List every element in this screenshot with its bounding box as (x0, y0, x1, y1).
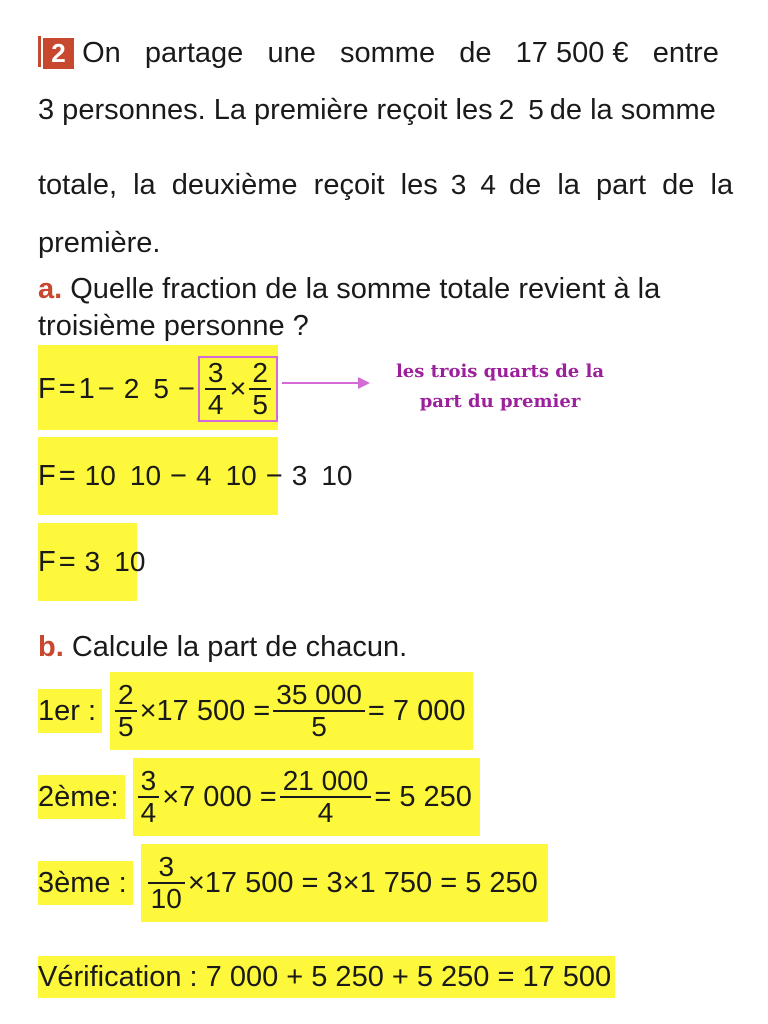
equation-1 (38, 350, 278, 428)
numerator: 10 (84, 459, 116, 491)
exercise-line-1 (38, 36, 719, 70)
exercise-line-4: première. (38, 227, 161, 259)
denominator: 10 (321, 459, 353, 491)
fraction-ten-tenths (82, 460, 164, 493)
denominator: 4 (207, 389, 224, 420)
fraction-three-tenths (82, 546, 149, 579)
share-third-result: ×17 500 = 3×1 750 = 5 250 (187, 866, 538, 899)
exercise-text-line-3b: de la part de la (508, 168, 734, 201)
share-second-calc (133, 758, 480, 836)
numerator: 3 (84, 545, 101, 577)
question-b-text: Calcule la part de chacun. (71, 631, 408, 663)
annotation-line-2: part du premier (419, 391, 581, 412)
question-a-text-1: Quelle fraction de la somme totale revient à la (70, 273, 661, 305)
numerator: 3 (450, 168, 467, 200)
exercise-number: 2 (43, 38, 74, 69)
numerator: 21 000 (282, 765, 369, 796)
numerator: 3 (158, 851, 175, 882)
share-second-row (38, 760, 480, 834)
denominator: 10 (225, 459, 257, 491)
numerator: 2 (498, 93, 515, 125)
arrow-head (358, 377, 370, 389)
question-a-line-1 (38, 272, 660, 306)
exercise-text-line-1: On partage une somme de 17 500 € entre (82, 37, 719, 69)
question-a-letter: a. (38, 273, 63, 305)
fraction-three-tenths (148, 852, 185, 914)
equals-sign: = (58, 372, 76, 405)
denominator: 4 (480, 168, 496, 200)
fraction-three-quarters (138, 766, 160, 828)
denominator: 4 (140, 797, 157, 828)
share-second-product: ×7 000 = (162, 780, 277, 813)
fraction-two-fifths (115, 680, 137, 742)
fraction-two-fifths (121, 373, 172, 406)
denominator: 4 (317, 797, 334, 828)
fraction-three-quarters (448, 169, 499, 202)
fraction-35000-fifths (273, 680, 365, 742)
numerator: 3 (140, 765, 157, 796)
denominator: 10 (129, 459, 162, 491)
minus-sign: − (265, 459, 283, 492)
numerator: 2 (252, 357, 268, 388)
share-first-label: 1er : (38, 689, 102, 733)
numerator: 3 (291, 459, 308, 491)
minus-sign: − (170, 459, 187, 492)
number-one: 1 (78, 372, 95, 405)
minus-sign: − (177, 372, 195, 405)
numerator: 2 (123, 372, 140, 404)
exercise-line-2 (38, 78, 716, 142)
question-a-line-2: troisième personne ? (38, 310, 309, 342)
question-b-letter: b. (38, 631, 64, 663)
denominator: 5 (311, 711, 327, 742)
denominator: 5 (528, 93, 544, 125)
fraction-21000-quarters (280, 766, 372, 828)
share-third-calc (141, 844, 548, 922)
exercise-text-line-3a: totale, la deuxième reçoit les (38, 168, 438, 201)
numerator: 35 000 (276, 679, 362, 710)
exercise-text-line-2b: de la somme (549, 93, 716, 126)
exercise-marker (38, 36, 41, 67)
variable-f: F (38, 459, 56, 492)
annotation-arrow (282, 375, 372, 391)
equals-sign: = (58, 459, 76, 492)
exercise-line-3 (38, 153, 733, 217)
fraction-two-fifths (249, 358, 271, 420)
equation-2 (38, 440, 359, 512)
denominator: 5 (118, 711, 134, 742)
verification-line: Vérification : 7 000 + 5 250 + 5 250 = 17 500 (38, 956, 615, 998)
share-first-row (38, 674, 473, 748)
equals-sign: = (58, 545, 76, 578)
variable-f: F (38, 545, 56, 578)
equation-3 (38, 526, 151, 598)
share-first-product: ×17 500 = (139, 694, 271, 727)
annotation-line-1: les trois quarts de la (395, 361, 605, 382)
denominator: 5 (153, 372, 169, 404)
numerator: 2 (118, 679, 134, 710)
share-third-label: 3ème : (38, 861, 133, 905)
denominator: 10 (114, 545, 146, 577)
minus-sign: − (97, 372, 115, 405)
fraction-three-quarters (205, 358, 227, 420)
numerator: 4 (195, 459, 212, 491)
annotation-note (372, 357, 628, 417)
times-sign: × (229, 372, 247, 405)
variable-f: F (38, 372, 56, 405)
denominator: 5 (252, 389, 268, 420)
question-b (38, 630, 407, 664)
denominator: 10 (150, 883, 182, 914)
fraction-three-tenths (289, 460, 356, 493)
three-quarters-of-first-box (198, 356, 278, 422)
numerator: 3 (207, 357, 224, 388)
share-first-calc (110, 672, 473, 750)
fraction-two-fifths (496, 94, 547, 127)
share-first-result: = 7 000 (367, 694, 466, 727)
share-second-result: = 5 250 (374, 780, 472, 813)
share-third-row (38, 846, 548, 920)
share-second-label: 2ème: (38, 775, 125, 819)
fraction-four-tenths (193, 460, 260, 493)
exercise-text-line-2a: 3 personnes. La première reçoit les (38, 93, 493, 126)
